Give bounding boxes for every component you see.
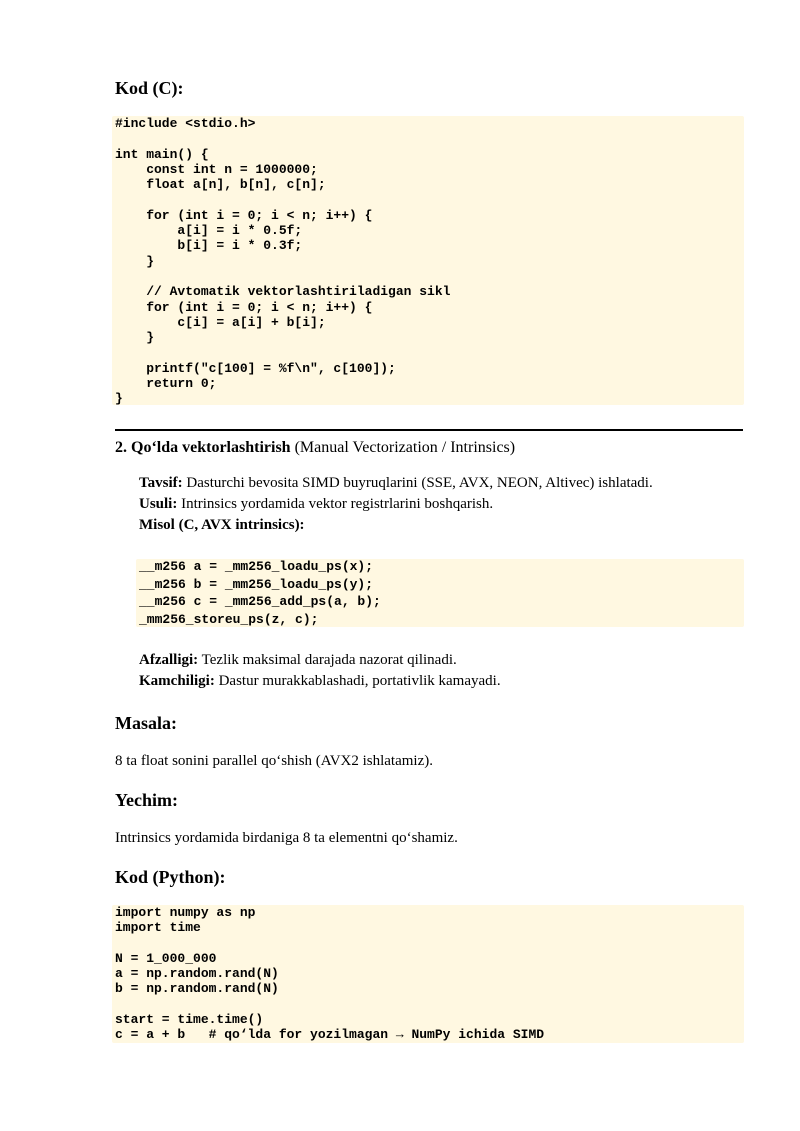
- code-avx: __m256 a = _mm256_loadu_ps(x); __m256 b = _mm256_loadu_ps(y); __m256 c = _mm256_add_ps(a, b); _mm256_storeu_ps(z, c);: [139, 559, 381, 627]
- section-2-title: [115, 437, 515, 459]
- code-c: #include <stdio.h> int main() { const int n = 1000000; float a[n], b[n], c[n]; for (int i = 0; i < n; i++) { a[i] = i * 0.5f; b[i] = i * 0.3f; } // Avtomatik vektorlashtiriladigan sikl for (int i = 0; i < n; i++) { c[i] = a[i] + b[i]; } printf("c[100] = %f\n", c[100]); return 0; }: [115, 116, 451, 407]
- usuli-line: [139, 494, 493, 515]
- misol-line: [139, 515, 305, 536]
- yechim-text: Intrinsics yordamida birdaniga 8 ta elementni qo‘shamiz.: [115, 830, 458, 846]
- afzalligi-text: Tezlik maksimal darajada nazorat qilinadi.: [198, 652, 457, 668]
- usuli-label: Usuli:: [139, 496, 178, 512]
- misol-label: Misol (C, AVX intrinsics):: [139, 517, 305, 533]
- kamchiligi-line: [139, 671, 501, 692]
- masala-text: 8 ta float sonini parallel qo‘shish (AVX2 ishlatamiz).: [115, 753, 433, 769]
- tavsif-line: [139, 473, 653, 494]
- code-block-c: [112, 116, 744, 405]
- section-divider: [115, 429, 743, 431]
- kamchiligi-label: Kamchiligi:: [139, 673, 215, 689]
- afzalligi-line: [139, 650, 457, 671]
- usuli-text: Intrinsics yordamida vektor registrlarini boshqarish.: [177, 496, 494, 512]
- code-block-avx: [136, 559, 744, 627]
- heading-code-c: Kod (C):: [115, 78, 184, 98]
- heading-yechim: Yechim:: [115, 790, 178, 810]
- section-2-title-rest: (Manual Vectorization / Intrinsics): [290, 439, 516, 456]
- heading-code-python: Kod (Python):: [115, 867, 226, 887]
- heading-masala: Masala:: [115, 713, 177, 733]
- tavsif-label: Tavsif:: [139, 475, 183, 491]
- code-python: import numpy as np import time N = 1_000_000 a = np.random.rand(N) b = np.random.rand(N) start = time.time() c = a + b # qo‘lda for yozilmagan → NumPy ichida SIMD: [115, 905, 545, 1043]
- kamchiligi-text: Dastur murakkablashadi, portativlik kamayadi.: [214, 673, 501, 689]
- tavsif-text: Dasturchi bevosita SIMD buyruqlarini (SSE, AVX, NEON, Altivec) ishlatadi.: [182, 475, 653, 491]
- afzalligi-label: Afzalligi:: [139, 652, 199, 668]
- code-block-python: [112, 905, 744, 1043]
- section-2-title-bold: 2. Qo‘lda vektorlashtirish: [115, 439, 291, 456]
